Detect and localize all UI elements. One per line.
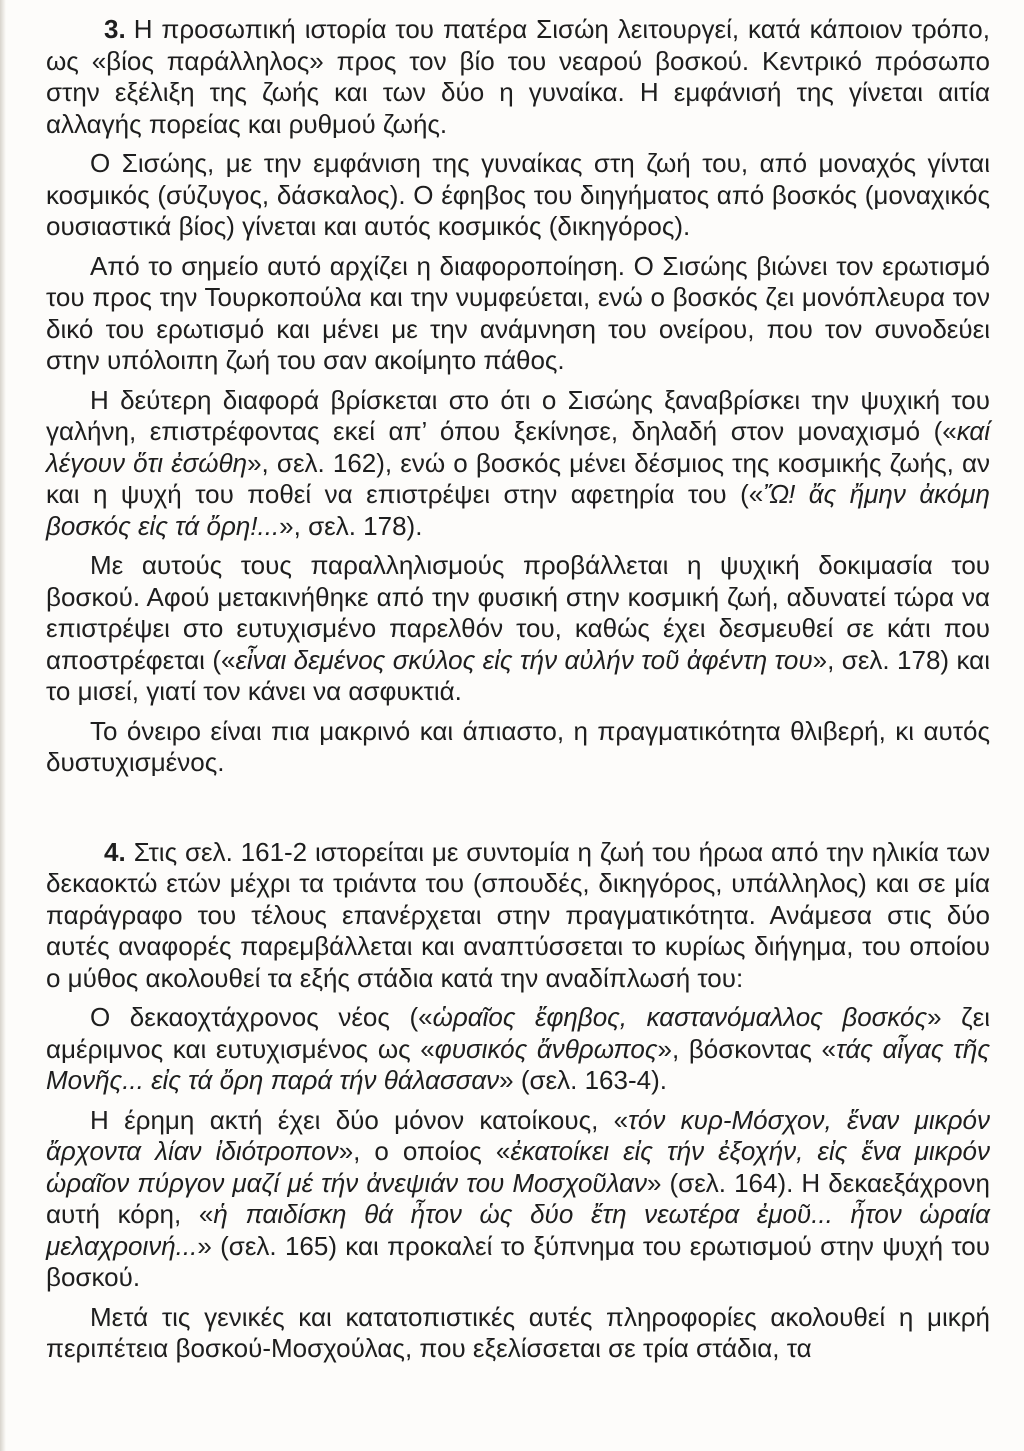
body-text: » ζει αμέριμνος και ευτυχισμένος ως « <box>46 1002 991 1064</box>
paragraph <box>46 14 990 140</box>
quote-text: ἡ παιδίσκη θά ἦτον ὡς δύο ἔτη νεωτέρα ἐμοῦ... ἦτον ὡραία μελαχροινή... <box>46 1199 990 1261</box>
body-text: », βόσκοντας « <box>657 1033 836 1064</box>
quote-text: ὡραῖος ἔφηβος, καστανόμαλλος βοσκός <box>432 1002 928 1032</box>
body-text: Ο δεκαοχτάχρονος νέος (« <box>90 1002 433 1032</box>
body-text: Το όνειρο είναι πια μακρινό και άπιαστο, η πραγματικότητα θλιβερή, κι αυτός δυστυχισμένος. <box>46 715 990 777</box>
document-body <box>46 14 990 1365</box>
quote-text: τόν κυρ-Μόσχον, ἕναν μικρόν ἄρχοντα λίαν ἰδιότροπον <box>46 1104 990 1166</box>
section-4 <box>46 837 990 1365</box>
body-text: », σελ. 178) και το μισεί, γιατί τον κάνει να ασφυκτιά. <box>46 644 990 706</box>
quote-text: ἐκατοίκει εἰς τήν ἐξοχήν, εἰς ἕνα μικρόν ὡραῖον πύργον μαζί μέ τήν ἀνεψιάν του Μοσχοῦλαν <box>46 1136 990 1198</box>
paragraph <box>46 837 990 995</box>
paragraph <box>46 251 990 377</box>
body-text: Ο Σισώης, με την εμφάνιση της γυναίκας στη ζωή του, από μοναχός γίνται κοσμικός (σύζυγος, δάσκαλος). Ο έφηβος του διηγήματος από βοσκός (μοναχικός ουσιαστικά βίος) γίνεται και αυτός κοσμικός (δικηγόρος). <box>46 148 990 241</box>
body-text: » (σελ. 164). Η δεκαεξάχρονη αυτή κόρη, « <box>46 1167 990 1229</box>
paragraph <box>46 1002 990 1097</box>
body-text: » (σελ. 165) και προκαλεί το ξύπνημα του ερωτισμού στην ψυχή του βοσκού. <box>46 1230 990 1292</box>
paragraph <box>46 1105 990 1294</box>
body-text: Με αυτούς τους παραλληλισμούς προβάλλεται η ψυχική δοκιμασία του βοσκού. Αφού μετακινήθηκε από την φυσική στην κοσμική ζωή, αδυνατεί τώρα να επιστρέψει στο ευτυχισμένο παρελθόν του, καθώς έχει δεσμευθεί σε κάτι που αποστρέφεται (« <box>46 550 990 675</box>
quote-text: καί λέγουν ὅτι ἐσώθη <box>46 416 990 478</box>
page-edge-shadow <box>0 0 6 1451</box>
paragraph <box>46 1302 990 1365</box>
body-text: », σελ. 162), ενώ ο βοσκός μένει δέσμιος της κοσμικής ζωής, αν και η ψυχή του ποθεί να επιστρέψει στην αφετηρία του (« <box>46 447 991 509</box>
body-text: Η έρημη ακτή έχει δύο μόνον κατοίκους, « <box>90 1104 629 1135</box>
quote-text: φυσικός ἄνθρωπος <box>434 1033 658 1064</box>
section-number: 3. <box>104 14 126 44</box>
paragraph <box>46 385 990 543</box>
body-text: Μετά τις γενικές και κατατοπιστικές αυτές πληροφορίες ακολουθεί η μικρή περιπέτεια βοσκού-Μοσχούλας, που εξελίσσεται σε τρία στάδια, τα <box>46 1301 990 1363</box>
body-text: » (σελ. 163-4). <box>499 1065 667 1095</box>
quote-text: Ὤ! ἄς ἤμην ἀκόμη βοσκός εἰς τά ὄρη!... <box>46 479 990 541</box>
body-text: », ο οποίος « <box>338 1136 511 1166</box>
body-text: Από το σημείο αυτό αρχίζει η διαφοροποίηση. Ο Σισώης βιώνει τον ερωτισμό του προς την Τουρκοπούλα και την νυμφεύεται, ενώ ο βοσκός ζει μονόπλευρα τον δικό του ερωτισμό και μένει με την ανάμνηση του ονείρου, που τον συνοδεύει στην υπόλοιπη ζωή του σαν ακοίμητο πάθος. <box>46 250 990 375</box>
quote-text: εἶναι δεμένος σκύλος εἰς τήν αὐλήν τοῦ ἀφέντη του <box>235 644 813 675</box>
section-number: 4. <box>104 836 126 867</box>
section-3 <box>46 14 990 779</box>
quote-text: τάς αἶγας τῆς Μονῆς... εἰς τά ὄρη παρά τήν θάλασσαν <box>46 1033 990 1095</box>
body-text: Η προσωπική ιστορία του πατέρα Σισώη λειτουργεί, κατά κάποιον τρόπο, ως «βίος παράλληλος» προς τον βίο του νεαρού βοσκού. Κεντρικό πρόσωπο στην εξέλιξη της ζωής και των δύο η γυναίκα. Η εμφάνισή της γίνεται αιτία αλλαγής πορείας και ρυθμού ζωής. <box>46 14 990 139</box>
body-text: Η δεύτερη διαφορά βρίσκεται στο ότι ο Σισώης ξαναβρίσκει την ψυχική του γαλήνη, επιστρέφοντας εκεί απ’ όπου ξεκίνησε, δηλαδή στον μοναχισμό (« <box>46 384 990 446</box>
paragraph <box>46 550 990 708</box>
paragraph <box>46 716 990 779</box>
body-text: Στις σελ. 161-2 ιστορείται με συντομία η ζωή του ήρωα από την ηλικία των δεκαοκτώ ετών μέχρι τα τριάντα του (σπουδές, δικηγόρος, υπάλληλος) και σε μία παράγραφο του τέλους επανέρχεται στην πραγματικότητα. Ανάμεσα στις δύο αυτές αναφορές παρεμβάλλεται και αναπτύσσεται το κυρίως διήγημα, του οποίου ο μύθος ακολουθεί τα εξής στάδια κατά την αναδίπλωσή του: <box>46 836 990 993</box>
paragraph <box>46 148 990 243</box>
body-text: », σελ. 178). <box>279 510 423 541</box>
